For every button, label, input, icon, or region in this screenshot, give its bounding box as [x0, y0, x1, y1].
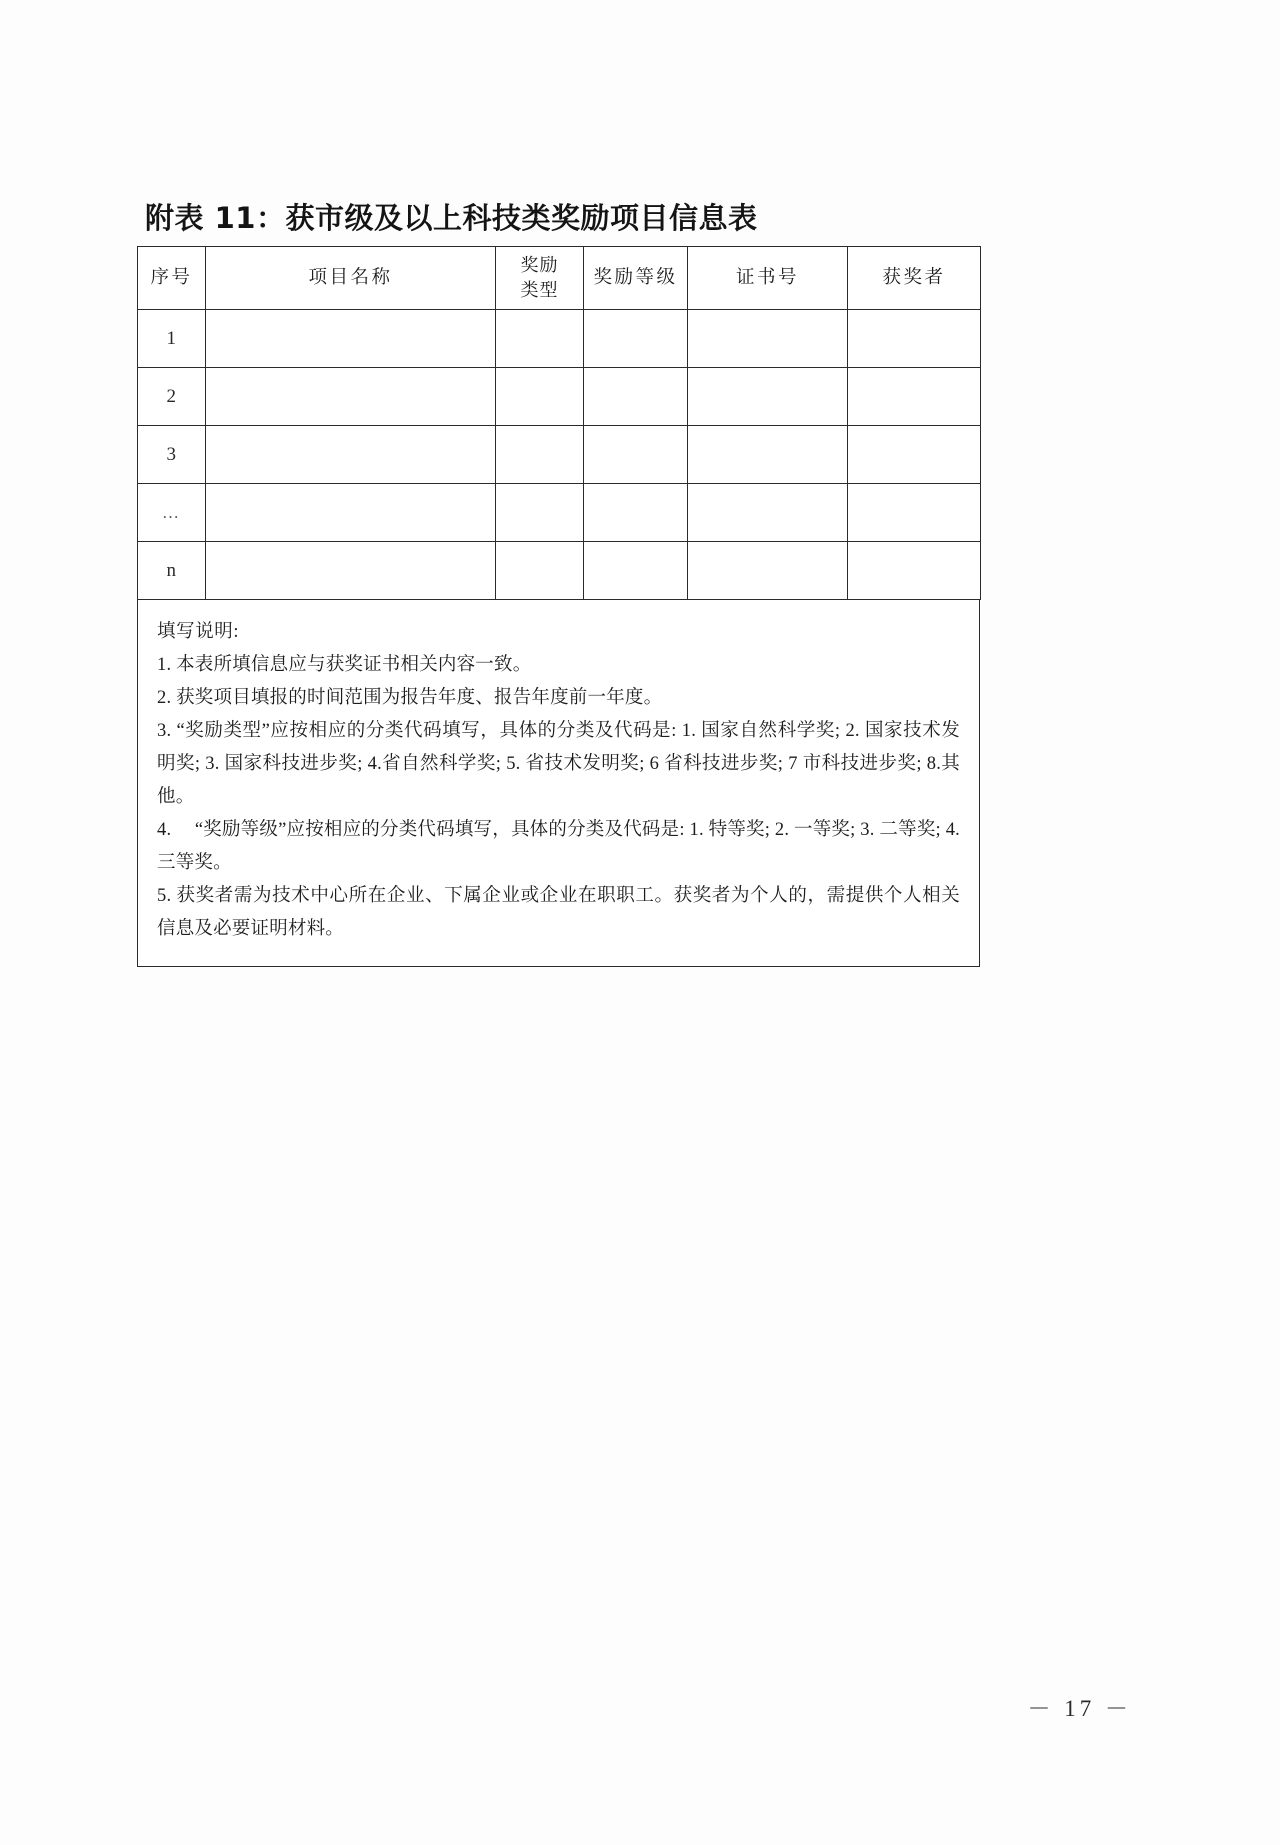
row-seq: 3: [138, 426, 206, 484]
table-row: [138, 368, 981, 426]
cell-certificate-no[interactable]: [688, 426, 848, 484]
cell-certificate-no[interactable]: [688, 310, 848, 368]
cell-award-type[interactable]: [496, 484, 584, 542]
row-seq: n: [138, 542, 206, 600]
table-row: [138, 426, 981, 484]
row-seq: 1: [138, 310, 206, 368]
cell-project-name[interactable]: [206, 368, 496, 426]
table-row: [138, 542, 981, 600]
table-row: [138, 484, 981, 542]
note-item-2: 2. 获奖项目填报的时间范围为报告年度、报告年度前一年度。: [157, 688, 663, 708]
cell-project-name[interactable]: [206, 426, 496, 484]
cell-award-level[interactable]: [584, 368, 688, 426]
column-header-seq: 序号: [138, 247, 206, 310]
page-content: [137, 196, 1143, 967]
cell-winner[interactable]: [848, 426, 981, 484]
cell-project-name[interactable]: [206, 484, 496, 542]
notes-heading: 填写说明:: [157, 622, 240, 642]
cell-award-type[interactable]: [496, 542, 584, 600]
page-number: － 17 －: [1027, 1696, 1132, 1721]
column-header-winner: 获奖者: [848, 247, 981, 310]
award-type-label-line2: 类型: [520, 280, 559, 300]
cell-winner[interactable]: [848, 484, 981, 542]
row-seq: …: [138, 484, 206, 542]
cell-award-type[interactable]: [496, 368, 584, 426]
row-seq: 2: [138, 368, 206, 426]
note-item-4: 4. “奖励等级”应按相应的分类代码填写，具体的分类及代码是: 1. 特等奖; 2. 一等奖; 3. 二等奖; 4.三等奖。: [157, 820, 960, 873]
table-row: [138, 310, 981, 368]
note-item-1: 1. 本表所填信息应与获奖证书相关内容一致。: [157, 655, 532, 675]
cell-project-name[interactable]: [206, 542, 496, 600]
cell-winner[interactable]: [848, 310, 981, 368]
cell-award-level[interactable]: [584, 310, 688, 368]
note-item-5: 5. 获奖者需为技术中心所在企业、下属企业或企业在职职工。获奖者为个人的，需提供个人相关信息及必要证明材料。: [157, 886, 960, 939]
cell-project-name[interactable]: [206, 310, 496, 368]
cell-award-type[interactable]: [496, 426, 584, 484]
award-type-label-line1: 奖励: [520, 255, 559, 275]
cell-winner[interactable]: [848, 542, 981, 600]
cell-award-level[interactable]: [584, 542, 688, 600]
award-projects-table: [137, 246, 981, 600]
column-header-certificate-no: 证书号: [688, 247, 848, 310]
table-header-row: [138, 247, 981, 310]
page-title: 附表 11：获市级及以上科技类奖励项目信息表: [145, 201, 758, 235]
column-header-award-type: [496, 247, 584, 310]
column-header-award-level: 奖励等级: [584, 247, 688, 310]
cell-award-level[interactable]: [584, 484, 688, 542]
cell-certificate-no[interactable]: [688, 484, 848, 542]
cell-certificate-no[interactable]: [688, 368, 848, 426]
cell-certificate-no[interactable]: [688, 542, 848, 600]
notes-section: [137, 600, 980, 967]
note-item-3: 3. “奖励类型”应按相应的分类代码填写，具体的分类及代码是: 1. 国家自然科学奖; 2. 国家技术发明奖; 3. 国家科技进步奖; 4.省自然科学奖; 5. 省技术发明奖; 6 省科技进步奖; 7 市科技进步奖; 8.其他。: [157, 721, 960, 807]
cell-award-level[interactable]: [584, 426, 688, 484]
column-header-project-name: 项目名称: [206, 247, 496, 310]
cell-award-type[interactable]: [496, 310, 584, 368]
cell-winner[interactable]: [848, 368, 981, 426]
